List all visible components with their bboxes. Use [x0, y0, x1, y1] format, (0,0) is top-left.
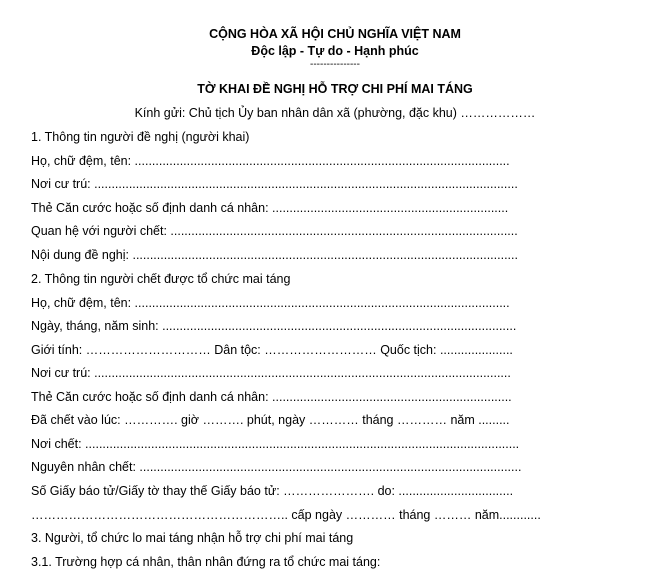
national-title: CỘNG HÒA XÃ HỘI CHỦ NGHĨA VIỆT NAM: [209, 27, 461, 41]
addressee-line: Kính gửi: Chủ tịch Ủy ban nhân dân xã (phường, đặc khu) ………………: [134, 106, 536, 120]
field-time-of-death: Đã chết vào lúc: …………. giờ ………. phút, ngày ………… tháng ………… năm .........: [31, 413, 510, 427]
field-cause-of-death: Nguyên nhân chết: ..............................................................................................................: [31, 460, 522, 474]
field-deceased-gender-ethnicity-nationality: Giới tính: ………………………… Dân tộc: ……………………… Quốc tịch: .....................: [31, 343, 513, 357]
form-title: TỜ KHAI ĐỀ NGHỊ HỖ TRỢ CHI PHÍ MAI TÁNG: [197, 82, 473, 96]
field-deceased-id: Thẻ Căn cước hoặc số định danh cá nhân: .....................................................................: [31, 390, 512, 404]
field-deceased-name: Họ, chữ đệm, tên: ............................................................................................................: [31, 296, 510, 310]
field-applicant-relation: Quan hệ với người chết: ....................................................................................................: [31, 224, 518, 238]
field-applicant-name: Họ, chữ đệm, tên: ............................................................................................................: [31, 154, 510, 168]
field-place-of-death: Nơi chết: .............................................................................................................................: [31, 437, 520, 451]
section-3-1-heading: 3.1. Trường hợp cá nhân, thân nhân đứng ra tổ chức mai táng:: [31, 555, 381, 569]
field-deceased-residence: Nơi cư trú: ........................................................................................................................: [31, 366, 511, 380]
field-deceased-dob: Ngày, tháng, năm sinh: ......................................................................................................: [31, 319, 517, 333]
field-certificate-issue-date: …………………………………………………….. cấp ngày ………… tháng ……… năm............: [31, 508, 541, 522]
section-2-heading: 2. Thông tin người chết được tổ chức mai táng: [31, 272, 291, 286]
field-applicant-id: Thẻ Căn cước hoặc số định danh cá nhân: ....................................................................: [31, 201, 509, 215]
section-1-heading: 1. Thông tin người đề nghị (người khai): [31, 130, 250, 144]
field-death-certificate: Số Giấy báo tử/Giấy tờ thay thế Giấy báo tử: …………………. do: .................................: [31, 484, 514, 498]
field-applicant-residence: Nơi cư trú: ..........................................................................................................................: [31, 177, 518, 191]
national-motto: Độc lập - Tự do - Hạnh phúc: [251, 44, 419, 58]
section-3-heading: 3. Người, tổ chức lo mai táng nhận hỗ trợ chi phí mai táng: [31, 531, 354, 545]
header-divider: ---------------: [310, 59, 360, 70]
field-applicant-request: Nội dung đề nghị: ...............................................................................................................: [31, 248, 518, 262]
